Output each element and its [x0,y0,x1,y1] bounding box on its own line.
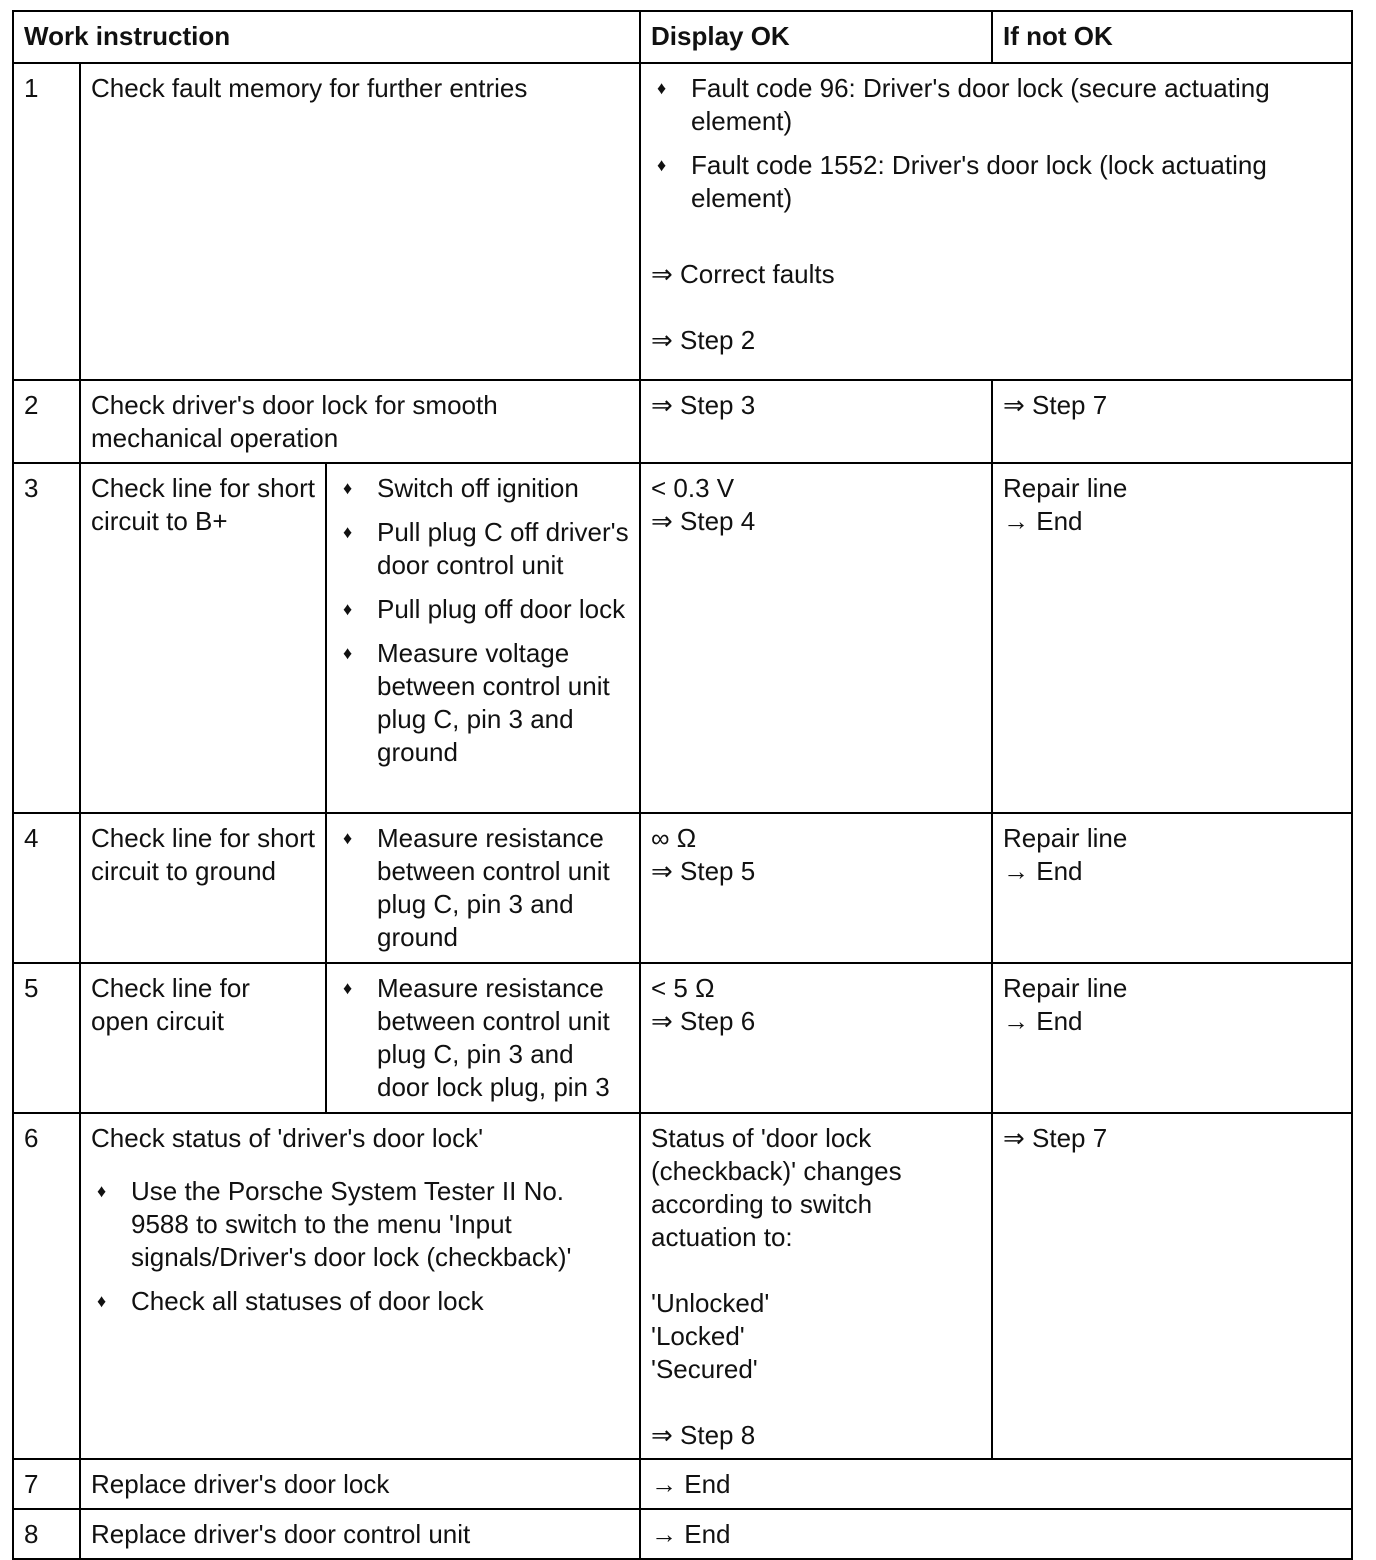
step-number: 2 [13,380,80,463]
diamond-bullet-icon: ♦ [343,522,353,542]
step-number: 1 [13,63,80,380]
status-value: 'Locked' [651,1321,745,1351]
bullet-item: ♦ Pull plug off door lock [343,594,626,624]
table-row [13,63,1352,380]
table-row [13,463,1352,813]
step-number: 6 [13,1113,80,1459]
table-row [13,963,1352,1113]
bullet-item: ♦ Pull plug C off driver's door control unit [343,517,629,580]
instruction-cell: Check fault memory for further entries [80,63,640,380]
not-ok-cell: Repair line → End [992,813,1352,963]
diamond-bullet-icon: ♦ [343,828,353,848]
not-ok-cell: ⇒ Step 7 [992,1113,1352,1459]
table-row [13,380,1352,463]
status-value: 'Secured' [651,1354,758,1384]
display-cell: < 0.3 V ⇒ Step 4 [640,463,992,813]
bullet-item: ♦ Measure voltage between control unit plug C, pin 3 and ground [343,638,610,767]
procedure-cell [326,463,640,813]
bullet-item: ♦ Fault code 96: Driver's door lock (secure actuating element) [657,73,1270,136]
bullet-item: ♦ Measure resistance between control unit plug C, pin 3 and door lock plug, pin 3 [343,973,610,1102]
instruction-cell: Check line for short circuit to ground [80,813,326,963]
diamond-bullet-icon: ♦ [97,1181,107,1201]
not-ok-cell: ⇒ Step 7 [992,380,1352,463]
instruction-cell: Check driver's door lock for smooth mechanical operation [80,380,640,463]
step-number: 3 [13,463,80,813]
bullet-item: ♦ Check all statuses of door lock [97,1286,484,1316]
bullet-item: ♦ Switch off ignition [343,473,579,503]
procedure-cell [326,963,640,1113]
work-instruction-table [12,10,1353,1560]
display-cell: → End [640,1459,1352,1509]
bullet-item: ♦ Use the Porsche System Tester II No. 9588 to switch to the menu 'Input signals/Driver's door lock (checkback)' [97,1176,572,1272]
step-number: 8 [13,1509,80,1559]
display-line: ⇒ Correct faults [651,259,835,289]
display-cell [640,63,1352,380]
display-cell: ⇒ Step 3 [640,380,992,463]
diamond-bullet-icon: ♦ [343,978,353,998]
display-cell: < 5 Ω ⇒ Step 6 [640,963,992,1113]
header-if-not-ok: If not OK [992,11,1352,63]
diamond-bullet-icon: ♦ [343,599,353,619]
bullet-item: ♦ Measure resistance between control unit plug C, pin 3 and ground [343,823,610,952]
header-row [13,11,1352,63]
diamond-bullet-icon: ♦ [343,643,353,663]
diamond-bullet-icon: ♦ [97,1291,107,1311]
display-cell: ∞ Ω ⇒ Step 5 [640,813,992,963]
step-number: 5 [13,963,80,1113]
step-number: 4 [13,813,80,963]
display-cell: → End [640,1509,1352,1559]
not-ok-cell: Repair line → End [992,963,1352,1113]
header-display-ok: Display OK [640,11,992,63]
procedure-cell [326,813,640,963]
table-row [13,1113,1352,1459]
step-number: 7 [13,1459,80,1509]
not-ok-cell: Repair line → End [992,463,1352,813]
display-line: ⇒ Step 2 [651,325,756,355]
instruction-cell: Check line for open circuit [80,963,326,1113]
table-row [13,1459,1352,1509]
diamond-bullet-icon: ♦ [657,155,667,175]
instruction-cell: Check line for short circuit to B+ [80,463,326,813]
bullet-item: ♦ Fault code 1552: Driver's door lock (lock actuating element) [657,150,1267,213]
table-row [13,813,1352,963]
table-row [13,1509,1352,1559]
instruction-cell: Replace driver's door lock [80,1459,640,1509]
diamond-bullet-icon: ♦ [657,78,667,98]
display-cell: Status of 'door lock (checkback)' changes according to switch actuation to: 'Unlocked' 'Locked' 'Secured' ⇒ Step 8 [640,1113,992,1459]
instruction-cell: Replace driver's door control unit [80,1509,640,1559]
diamond-bullet-icon: ♦ [343,478,353,498]
header-work-instruction: Work instruction [13,11,640,63]
status-value: 'Unlocked' [651,1288,770,1318]
instruction-cell: Check status of 'driver's door lock' ♦ Use the Porsche System Tester II No. 9588 to switch to the menu 'Input signals/Driver's door lock (checkback)' ♦ Check all statuses of door lock [80,1113,640,1459]
